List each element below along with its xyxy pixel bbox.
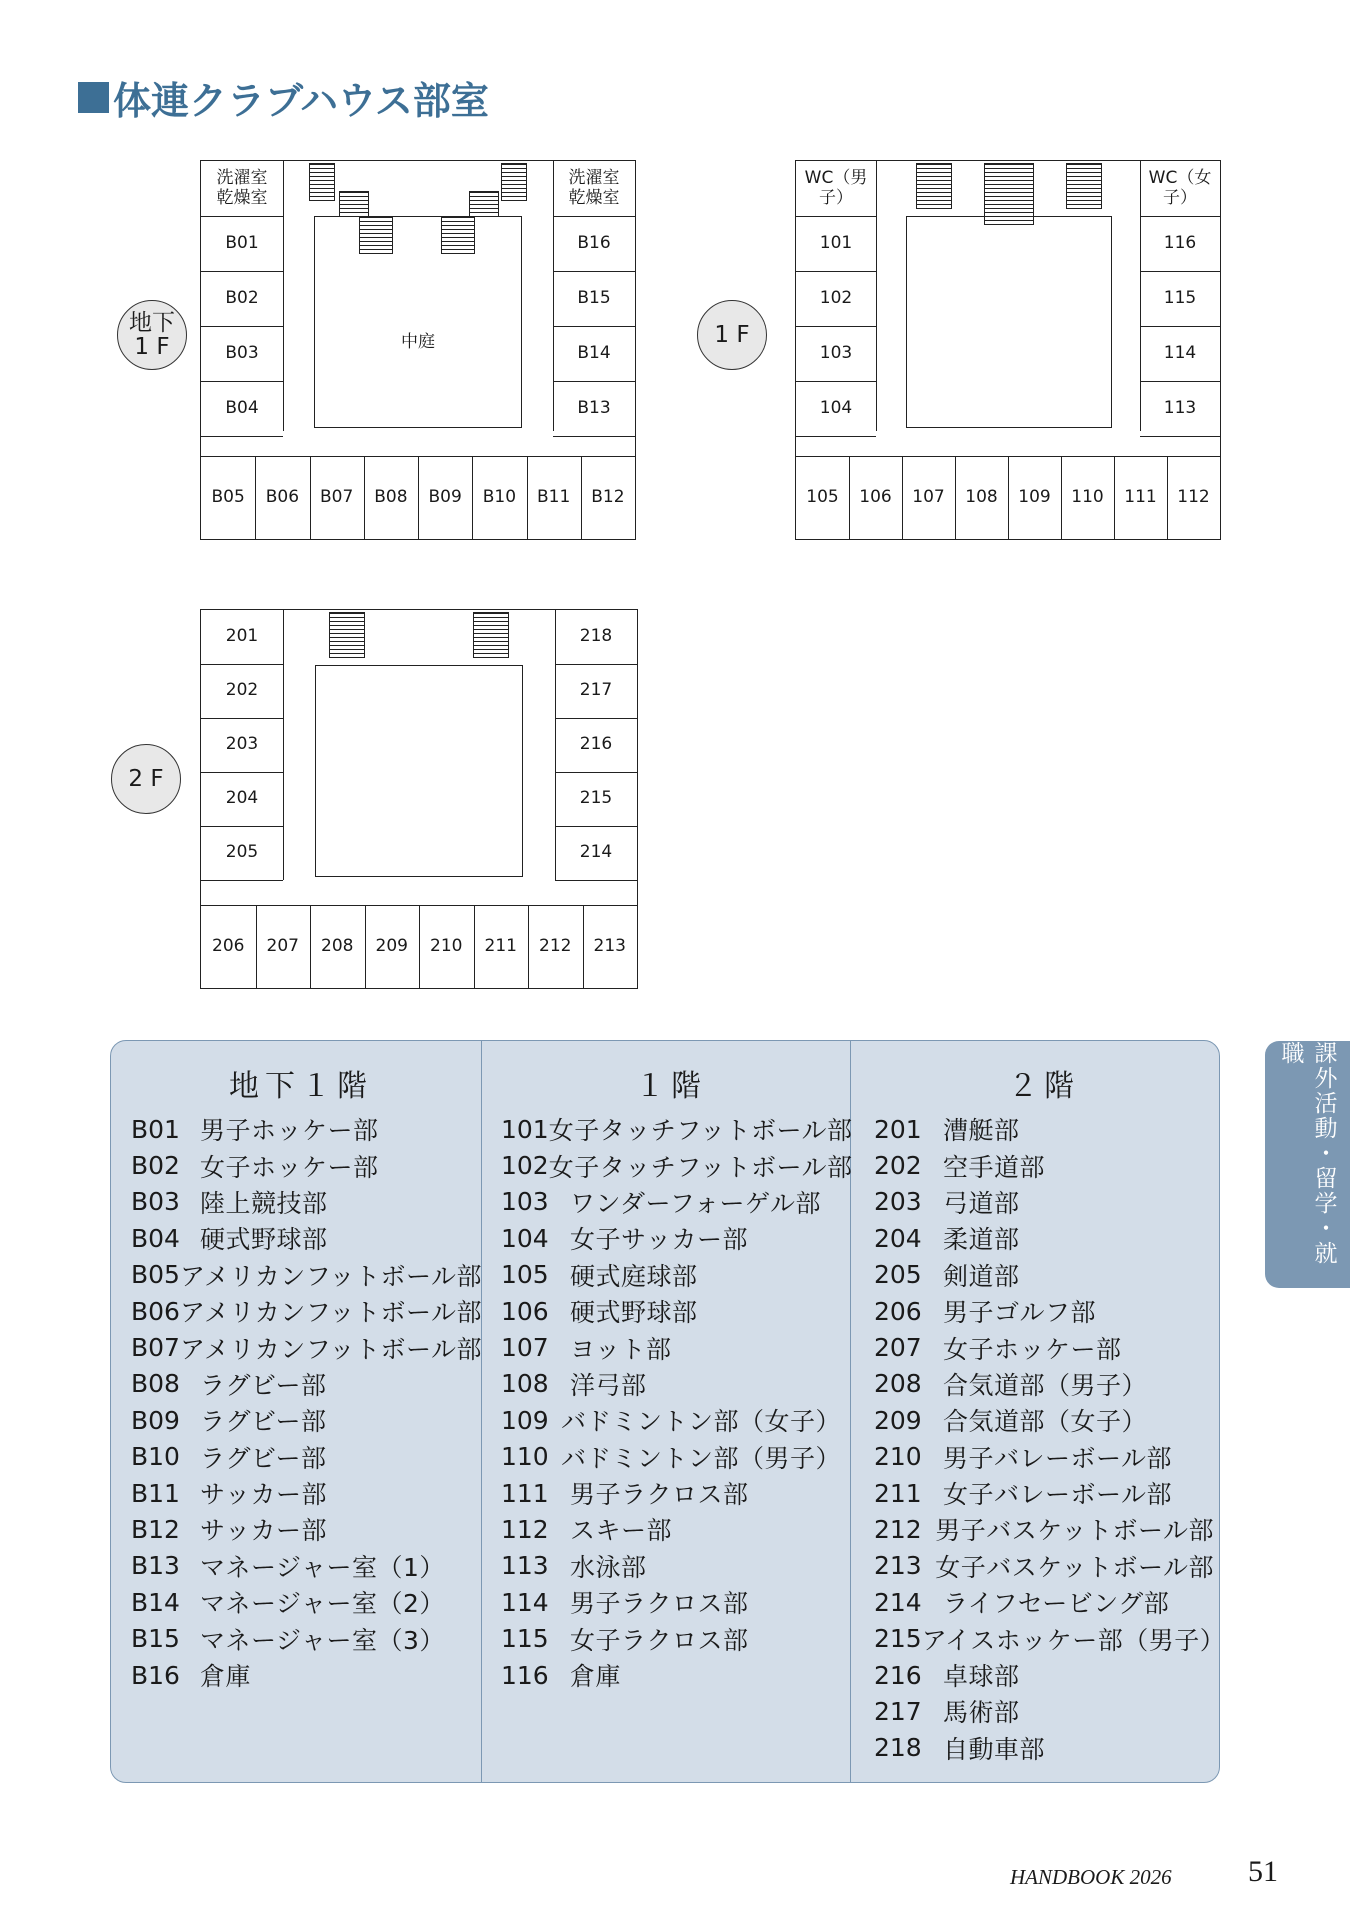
stairs-icon — [441, 216, 475, 254]
club-name: サッカー部 — [200, 1480, 328, 1510]
club-name: アメリカンフットボール部 — [179, 1334, 482, 1364]
room-assignment-table — [110, 1040, 1226, 1783]
room-number: 207 — [874, 1333, 922, 1363]
room-number: 111 — [501, 1478, 549, 1508]
room-cell: 102 — [819, 287, 853, 308]
room-number: 216 — [874, 1660, 922, 1690]
column-heading: 地下１階 — [229, 1069, 373, 1104]
room-cell: B14 — [577, 342, 611, 363]
stairs-icon — [473, 612, 509, 658]
room-cell: B13 — [577, 397, 611, 418]
wall-line — [255, 456, 256, 539]
table-row — [501, 1293, 841, 1329]
room-number: 107 — [501, 1333, 549, 1363]
stairs-icon — [1066, 163, 1102, 209]
table-row — [501, 1329, 841, 1365]
room-cell: 213 — [593, 935, 626, 956]
footer-handbook: HANDBOOK 2026 — [1010, 1865, 1172, 1889]
room-cell: B09 — [428, 486, 462, 507]
room-number: 106 — [501, 1296, 549, 1326]
club-name: バドミントン部（女子） — [560, 1407, 841, 1437]
wall-line — [418, 456, 419, 539]
club-name: 合気道部（女子） — [943, 1407, 1148, 1437]
room-cell: B07 — [319, 486, 354, 507]
room-cell: 214 — [579, 842, 613, 863]
room-number: 114 — [501, 1587, 549, 1617]
stairs-icon — [309, 163, 335, 201]
table-row — [874, 1257, 1214, 1293]
room-number: 213 — [874, 1551, 922, 1581]
table-row — [874, 1439, 1214, 1475]
wall-line — [1140, 436, 1220, 437]
room-cell: B16 — [577, 232, 611, 253]
club-name: 男子バレーボール部 — [943, 1443, 1173, 1473]
wall-line — [472, 456, 473, 539]
floor-badge-line: 地下 — [129, 309, 175, 336]
room-cell: 205 — [225, 842, 259, 863]
wall-line — [283, 610, 284, 880]
page-number: 51 — [1248, 1855, 1278, 1888]
club-name: ラグビー部 — [200, 1443, 327, 1473]
club-name: 自動車部 — [943, 1734, 1046, 1764]
room-number: 214 — [874, 1587, 922, 1617]
room-cell: B12 — [591, 486, 625, 507]
room-number: B09 — [131, 1405, 180, 1435]
club-name: 男子ゴルフ部 — [943, 1298, 1097, 1328]
room-cell: 216 — [579, 734, 613, 755]
column-heading: １階 — [635, 1069, 707, 1104]
room-cell: B01 — [225, 232, 259, 253]
room-number: B08 — [131, 1369, 180, 1399]
room-cell: 112 — [1177, 486, 1210, 507]
club-name: ワンダーフォーゲル部 — [570, 1188, 822, 1218]
room-cell: 103 — [819, 342, 853, 363]
table-row — [874, 1184, 1214, 1220]
room-number: 211 — [874, 1478, 922, 1508]
table-row — [874, 1147, 1214, 1183]
wall-line — [419, 905, 420, 988]
room-cell: 210 — [430, 935, 463, 956]
club-name: ラグビー部 — [200, 1370, 327, 1400]
room-label: 洗濯室 乾燥室 — [568, 167, 620, 208]
club-name: サッカー部 — [200, 1516, 328, 1546]
club-name: 男子バスケットボール部 — [935, 1516, 1214, 1546]
wall-line — [283, 161, 284, 431]
wall-line — [555, 880, 637, 881]
room-cell: 218 — [579, 626, 613, 647]
table-row — [501, 1220, 841, 1256]
stairs-icon — [916, 163, 952, 209]
room-cell: 217 — [579, 680, 613, 701]
stairs-icon — [469, 191, 499, 217]
room-cell: 115 — [1163, 287, 1197, 308]
room-number: 115 — [501, 1624, 549, 1654]
wall-line — [365, 905, 366, 988]
room-cell: B15 — [577, 287, 611, 308]
room-cell: 208 — [321, 935, 354, 956]
club-name: 卓球部 — [943, 1662, 1020, 1692]
wall-line — [1167, 456, 1168, 539]
wall-line — [201, 436, 283, 437]
table-row — [874, 1730, 1214, 1766]
club-name: アメリカンフットボール部 — [179, 1261, 482, 1291]
table-row — [131, 1584, 471, 1620]
wall-line — [902, 456, 903, 539]
table-column-b1 — [131, 1041, 482, 1782]
room-number: 101 — [501, 1114, 549, 1144]
room-cell: 215 — [579, 788, 613, 809]
table-row — [501, 1366, 841, 1402]
wall-line — [310, 905, 311, 988]
room-number: B13 — [131, 1551, 180, 1581]
club-name: 倉庫 — [200, 1662, 252, 1692]
club-name: ヨット部 — [570, 1334, 672, 1364]
room-label: WC（女子） — [1148, 167, 1212, 208]
row-list — [501, 1111, 853, 1693]
club-name: 剣道部 — [943, 1261, 1020, 1291]
column-divider — [481, 1041, 482, 1782]
table-row — [131, 1293, 482, 1329]
row-list — [874, 1111, 1226, 1766]
room-number: B01 — [131, 1114, 180, 1144]
table-row — [501, 1475, 841, 1511]
table-row — [874, 1220, 1214, 1256]
room-cell: 109 — [1018, 486, 1051, 507]
row-list — [131, 1111, 482, 1693]
club-name: 弓道部 — [943, 1188, 1020, 1218]
room-number: 102 — [501, 1151, 549, 1181]
table-row — [501, 1184, 841, 1220]
club-name: 空手道部 — [943, 1152, 1046, 1182]
floor-badge-line: 1 F — [714, 321, 750, 348]
table-column-1f — [501, 1041, 853, 1782]
floor-badge-2f — [111, 744, 181, 814]
room-number: B15 — [131, 1624, 180, 1654]
club-name: 洋弓部 — [570, 1370, 647, 1400]
table-row — [501, 1657, 841, 1693]
wall-line — [849, 456, 850, 539]
page-title-text: 体連クラブハウス部室 — [113, 79, 489, 123]
table-row — [131, 1257, 482, 1293]
room-number: 108 — [501, 1369, 549, 1399]
room-number: 203 — [874, 1187, 922, 1217]
room-cell: 203 — [225, 734, 259, 755]
room-number: 104 — [501, 1223, 549, 1253]
wall-line — [1008, 456, 1009, 539]
room-cell: 212 — [539, 935, 572, 956]
table-row — [874, 1584, 1214, 1620]
wall-line — [1061, 456, 1062, 539]
room-cell: B10 — [482, 486, 517, 507]
room-number: 103 — [501, 1187, 549, 1217]
room-number: 218 — [874, 1733, 922, 1763]
room-label: 洗濯室 乾燥室 — [216, 167, 268, 208]
wall-line — [581, 456, 582, 539]
floor-plan-2f — [200, 609, 638, 989]
stairs-icon — [359, 216, 393, 254]
wall-line — [527, 456, 528, 539]
table-row — [131, 1220, 471, 1256]
room-number: B14 — [131, 1587, 180, 1617]
wall-line — [201, 880, 283, 881]
club-name: アメリカンフットボール部 — [179, 1298, 482, 1328]
room-number: 105 — [501, 1260, 549, 1290]
title-square-icon — [78, 82, 109, 113]
room-label: WC（男子） — [804, 167, 868, 208]
wall-line — [553, 436, 635, 437]
stairs-icon — [501, 163, 527, 201]
room-number: B05 — [131, 1260, 180, 1290]
wall-line — [796, 436, 876, 437]
floor-badge-1f — [697, 300, 767, 370]
room-cell: 116 — [1163, 232, 1197, 253]
room-cell: B04 — [225, 397, 259, 418]
room-number: B02 — [131, 1151, 180, 1181]
table-row — [131, 1111, 471, 1147]
club-name: 男子ホッケー部 — [200, 1116, 379, 1146]
room-cell: 105 — [806, 486, 839, 507]
table-row — [874, 1329, 1214, 1365]
room-cell: 108 — [965, 486, 998, 507]
room-cell: 209 — [375, 935, 408, 956]
club-name: 柔道部 — [943, 1225, 1020, 1255]
club-name: 水泳部 — [570, 1552, 647, 1582]
room-number: B04 — [131, 1223, 180, 1253]
room-number: 209 — [874, 1405, 922, 1435]
club-name: 硬式庭球部 — [570, 1261, 698, 1291]
table-row — [131, 1402, 471, 1438]
club-name: 女子サッカー部 — [570, 1225, 749, 1255]
club-name: スキー部 — [570, 1516, 673, 1546]
hall — [906, 216, 1112, 428]
table-row — [131, 1620, 471, 1656]
room-number: 110 — [501, 1442, 549, 1472]
room-cell: B02 — [225, 287, 259, 308]
club-name: 漕艇部 — [943, 1116, 1020, 1146]
room-number: 112 — [501, 1514, 549, 1544]
room-cell: B05 — [211, 486, 245, 507]
stairs-icon — [984, 163, 1034, 225]
table-row — [131, 1329, 482, 1365]
courtyard-label: 中庭 — [401, 332, 435, 352]
room-number: B16 — [131, 1660, 180, 1690]
table-row — [501, 1511, 841, 1547]
club-name: 女子ホッケー部 — [943, 1334, 1122, 1364]
stairs-icon — [329, 612, 365, 658]
stairs-icon — [339, 191, 369, 217]
table-row — [501, 1147, 853, 1183]
room-cell: B08 — [374, 486, 408, 507]
table-row — [501, 1620, 841, 1656]
club-name: 女子バレーボール部 — [943, 1480, 1173, 1510]
room-cell: 113 — [1163, 397, 1197, 418]
room-cell: 207 — [266, 935, 299, 956]
club-name: マネージャー室（2） — [200, 1589, 445, 1619]
room-cell: 206 — [212, 935, 245, 956]
room-cell: 104 — [819, 397, 853, 418]
room-number: 113 — [501, 1551, 549, 1581]
wall-line — [876, 161, 877, 431]
club-name: 女子タッチフットボール部 — [548, 1152, 853, 1182]
club-name: 合気道部（男子） — [943, 1370, 1148, 1400]
section-side-tab: 課外活動・留学・就職 — [1265, 1041, 1350, 1288]
wall-line — [955, 456, 956, 539]
room-cell: 201 — [225, 626, 259, 647]
room-cell: 111 — [1124, 486, 1157, 507]
table-row — [874, 1402, 1214, 1438]
room-cell: 107 — [912, 486, 945, 507]
club-name: 馬術部 — [943, 1698, 1020, 1728]
table-row — [131, 1657, 471, 1693]
page-title — [78, 70, 489, 125]
floor-badge-line: 1 F — [134, 334, 170, 360]
club-name: ライフセービング部 — [943, 1589, 1170, 1619]
room-number: 204 — [874, 1223, 922, 1253]
room-cell: 101 — [819, 232, 853, 253]
club-name: 陸上競技部 — [200, 1188, 328, 1218]
room-number: B06 — [131, 1296, 180, 1326]
club-name: 倉庫 — [570, 1662, 622, 1692]
table-row — [874, 1111, 1214, 1147]
room-cell: 114 — [1163, 342, 1197, 363]
wall-line — [256, 905, 257, 988]
table-row — [874, 1475, 1214, 1511]
floor-badge-line: 2 F — [128, 765, 164, 792]
room-number: B11 — [131, 1478, 180, 1508]
club-name: 女子ホッケー部 — [200, 1152, 379, 1182]
club-name: ラグビー部 — [200, 1407, 327, 1437]
room-number: 205 — [874, 1260, 922, 1290]
hall — [315, 665, 523, 877]
room-number: B03 — [131, 1187, 180, 1217]
room-cell: 110 — [1071, 486, 1104, 507]
room-cell: 204 — [225, 788, 259, 809]
table-row — [501, 1584, 841, 1620]
table-row — [131, 1511, 471, 1547]
table-row — [131, 1366, 471, 1402]
room-number: 206 — [874, 1296, 922, 1326]
room-number: B12 — [131, 1514, 180, 1544]
wall-line — [474, 905, 475, 988]
table-row — [874, 1620, 1226, 1656]
room-cell: 202 — [225, 680, 259, 701]
club-name: 女子タッチフットボール部 — [548, 1116, 853, 1146]
table-row — [874, 1693, 1214, 1729]
club-name: バドミントン部（男子） — [560, 1443, 841, 1473]
wall-line — [310, 456, 311, 539]
table-row — [874, 1511, 1214, 1547]
club-name: 硬式野球部 — [570, 1298, 698, 1328]
room-cell: 106 — [859, 486, 892, 507]
room-cell: B11 — [536, 486, 571, 507]
table-row — [874, 1293, 1214, 1329]
room-number: 202 — [874, 1151, 922, 1181]
club-name: 硬式野球部 — [200, 1225, 328, 1255]
club-name: 男子ラクロス部 — [570, 1480, 749, 1510]
table-row — [874, 1548, 1214, 1584]
room-number: B10 — [131, 1442, 180, 1472]
floor-plan-1f — [795, 160, 1221, 540]
table-row — [501, 1548, 841, 1584]
room-cell: B03 — [225, 342, 259, 363]
room-cell: 211 — [484, 935, 517, 956]
room-number: 116 — [501, 1660, 549, 1690]
room-cell: B06 — [265, 486, 300, 507]
room-number: 212 — [874, 1514, 922, 1544]
wall-line — [364, 456, 365, 539]
table-column-2f — [874, 1041, 1226, 1782]
table-row — [501, 1257, 841, 1293]
club-name: マネージャー室（1） — [200, 1552, 445, 1582]
room-number: 208 — [874, 1369, 922, 1399]
floor-plan-b1 — [200, 160, 636, 540]
room-number: 210 — [874, 1442, 922, 1472]
table-row — [501, 1402, 841, 1438]
club-name: アイスホッケー部（男子） — [921, 1625, 1226, 1655]
table-row — [131, 1184, 471, 1220]
table-row — [131, 1439, 471, 1475]
table-row — [131, 1147, 471, 1183]
table-row — [874, 1657, 1214, 1693]
club-name: 女子バスケットボール部 — [935, 1552, 1214, 1582]
club-name: マネージャー室（3） — [200, 1625, 445, 1655]
table-row — [131, 1475, 471, 1511]
courtyard — [314, 216, 522, 428]
room-number: 201 — [874, 1114, 922, 1144]
room-number: 217 — [874, 1696, 922, 1726]
floor-badge-b1 — [117, 300, 187, 370]
club-name: 女子ラクロス部 — [570, 1625, 749, 1655]
room-number: B07 — [131, 1333, 180, 1363]
table-row — [874, 1366, 1214, 1402]
table-row — [131, 1548, 471, 1584]
wall-line — [583, 905, 584, 988]
room-number: 109 — [501, 1405, 549, 1435]
table-row — [501, 1439, 841, 1475]
column-heading: ２階 — [1008, 1069, 1080, 1104]
wall-line — [528, 905, 529, 988]
table-row — [501, 1111, 853, 1147]
club-name: 男子ラクロス部 — [570, 1589, 749, 1619]
room-number: 215 — [874, 1624, 922, 1654]
wall-line — [1114, 456, 1115, 539]
